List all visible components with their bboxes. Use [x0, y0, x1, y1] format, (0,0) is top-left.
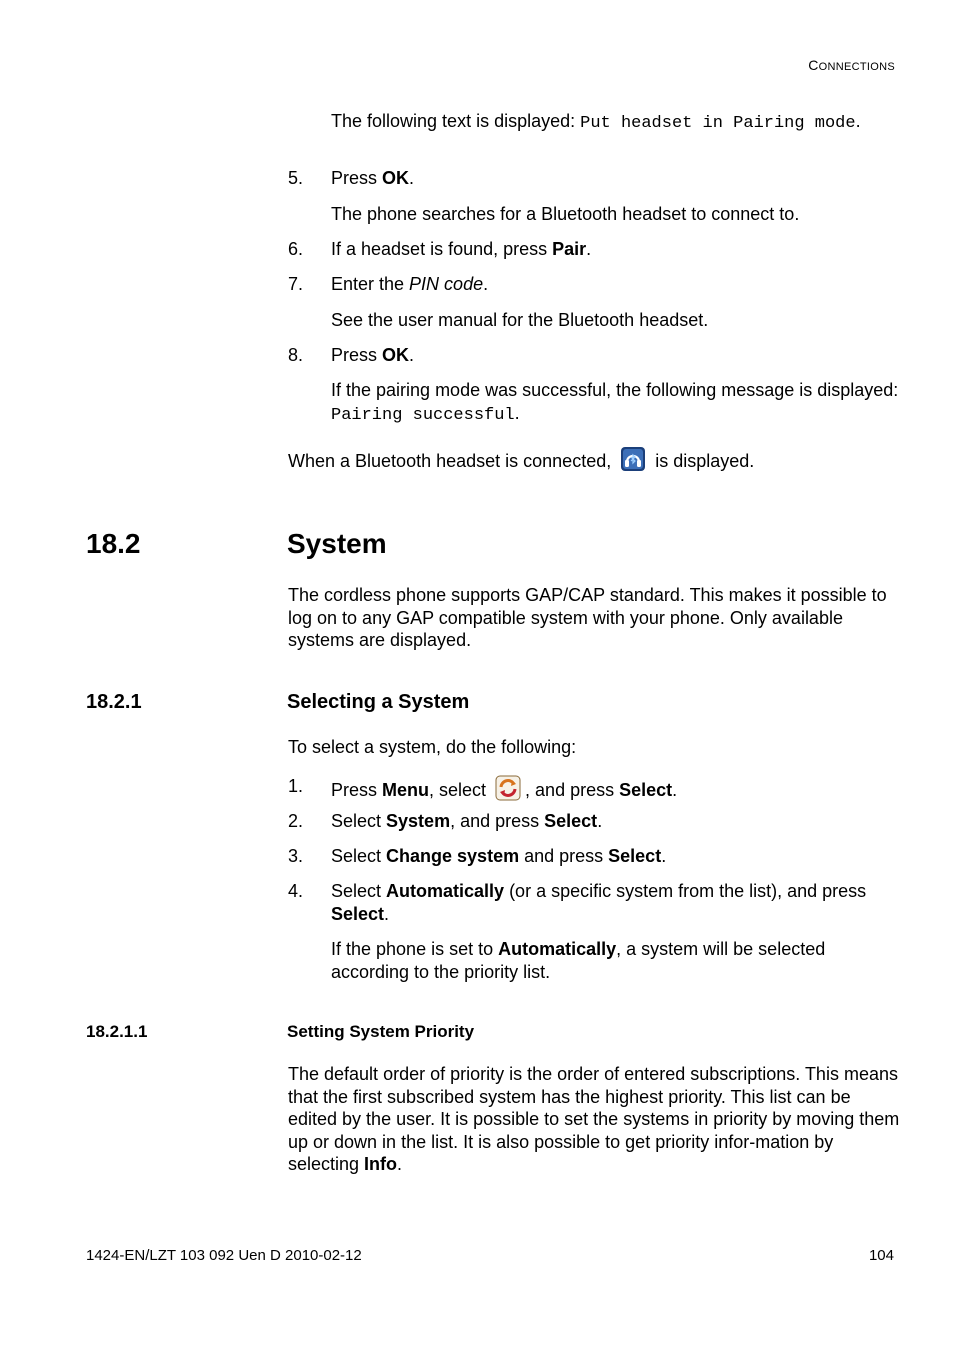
- connected-note: When a Bluetooth headset is connected, is displayed.: [288, 446, 903, 478]
- subsection-intro: To select a system, do the following:: [288, 737, 577, 757]
- step-7: Enter the PIN code.: [331, 274, 489, 294]
- select-step-4: Select Automatically (or a specific system from the list), and press Select.: [331, 881, 867, 924]
- step-6: If a headset is found, press Pair.: [331, 239, 592, 259]
- step-number: 1.: [288, 776, 304, 796]
- system-connections-icon: [495, 775, 521, 807]
- step-5: Press OK.: [331, 168, 415, 188]
- step-number: 6.: [288, 239, 304, 259]
- subsection-title: Selecting a System: [287, 691, 470, 713]
- footer-document-id: 1424-EN/LZT 103 092 Uen D 2010-02-12: [86, 1247, 362, 1264]
- pairing-intro-text: The following text is displayed: Put headset in Pairing mode.: [331, 111, 861, 133]
- select-step-4-note: If the phone is set to Automatically, a system will be selected according to the priority list.: [331, 939, 826, 982]
- section-title: System: [287, 528, 387, 559]
- step-number: 5.: [288, 168, 304, 188]
- section-number: 18.2: [86, 528, 141, 559]
- step-number: 4.: [288, 881, 304, 901]
- step-number: 7.: [288, 274, 304, 294]
- step-8: Press OK.: [331, 345, 415, 365]
- select-step-3: Select Change system and press Select.: [331, 846, 667, 866]
- step-8-note: If the pairing mode was successful, the following message is displayed: Pairing successful.: [331, 380, 899, 425]
- step-number: 8.: [288, 345, 304, 365]
- subsubsection-title: Setting System Priority: [287, 1022, 475, 1041]
- running-header: CONNECTIONS: [808, 57, 895, 73]
- section-body: The cordless phone supports GAP/CAP standard. This makes it possible to log on to any GAP compatible system with your phone. Only available systems are displayed.: [288, 585, 887, 650]
- subsection-number: 18.2.1: [86, 691, 142, 713]
- subsubsection-body: The default order of priority is the order of entered subscriptions. This means that the first subscribed system has the highest priority. This list can be edited by the user. It is possible to set the systems in priority by moving them up or down in the list. It is also possible to get priority infor-mation by selecting Info.: [288, 1064, 900, 1174]
- bluetooth-headset-icon: [620, 446, 646, 478]
- step-7-note: See the user manual for the Bluetooth headset.: [331, 310, 709, 330]
- select-step-1: Press Menu, select , and press Select.: [331, 775, 901, 807]
- select-step-2: Select System, and press Select.: [331, 811, 603, 831]
- step-number: 2.: [288, 811, 304, 831]
- step-5-note: The phone searches for a Bluetooth headset to connect to.: [331, 204, 800, 224]
- step-number: 3.: [288, 846, 304, 866]
- subsubsection-number: 18.2.1.1: [86, 1022, 148, 1041]
- footer-page-number: 104: [868, 1247, 894, 1264]
